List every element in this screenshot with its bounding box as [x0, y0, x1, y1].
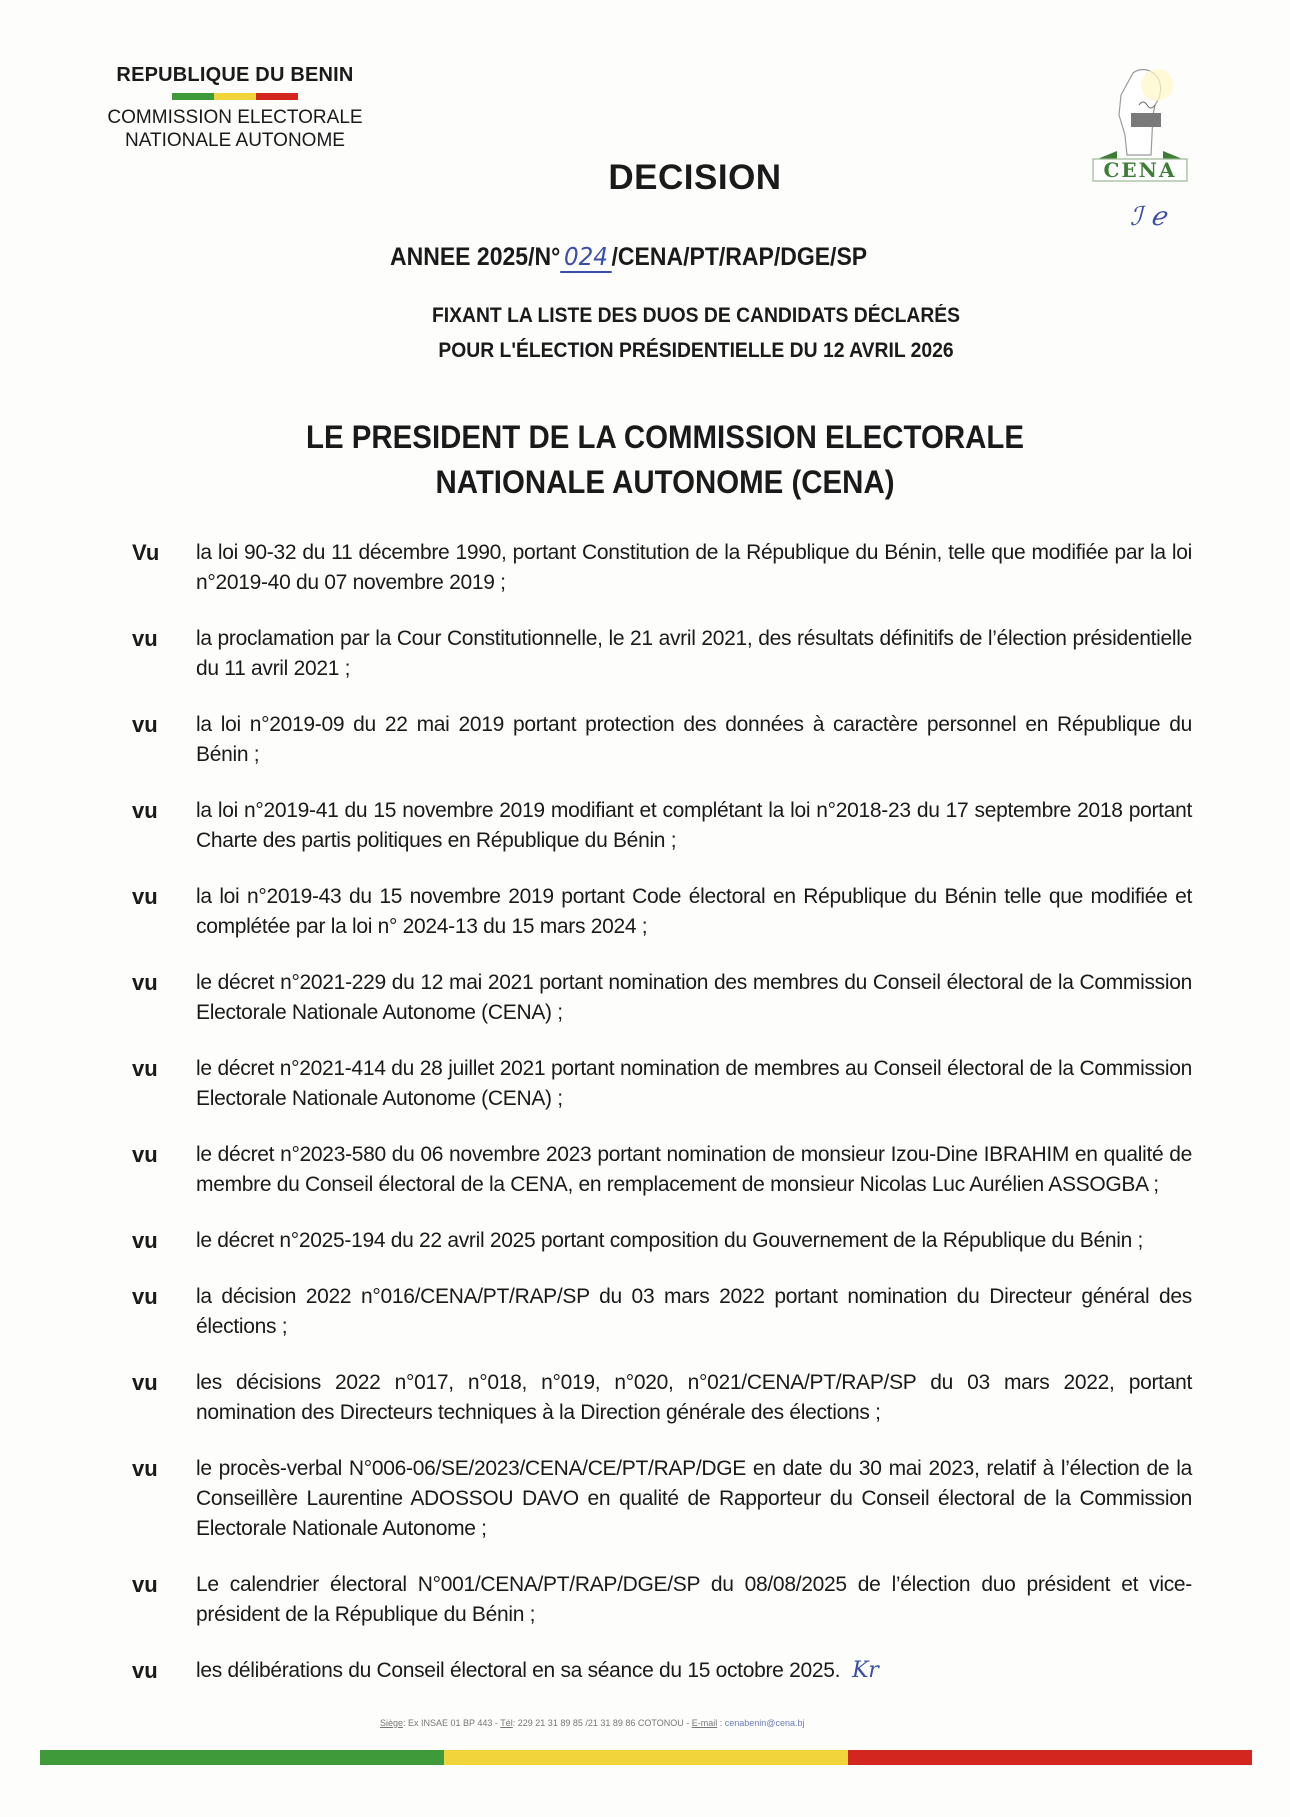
bar-green: [40, 1750, 444, 1765]
visa-text: le procès-verbal N°006-06/SE/2023/CENA/CE/PT/RAP/DGE en date du 30 mai 2023, relatif à l’élection de la Conseillère Laurentine ADOSSOU DAVO en qualité de Rapporteur du Conseil électoral de la Commission Electorale Nationale Autonome ;: [196, 1457, 1192, 1540]
visa-label: vu: [132, 1658, 158, 1683]
visa-item: [132, 796, 1192, 856]
visa-label: vu: [132, 1456, 158, 1481]
reference-number: 024: [560, 242, 611, 273]
visa-text: le décret n°2023-580 du 06 novembre 2023 portant nomination de monsieur Izou-Dine IBRAHIM en qualité de membre du Conseil électoral de la CENA, en remplacement de monsieur Nicolas Luc Aurélien ASSOGBA ;: [196, 1143, 1192, 1196]
subtitle-line-2: POUR L'ÉLECTION PRÉSIDENTIELLE DU 12 AVRIL 2026: [438, 339, 954, 362]
visa-item: [132, 882, 1192, 942]
handwritten-initials: ℐ ℯ: [1130, 202, 1166, 232]
flag-color-bar: [40, 1750, 1252, 1765]
flag-stripe: [60, 93, 410, 100]
visa-label: vu: [132, 884, 158, 909]
reference-suffix: /CENA/PT/RAP/DGE/SP: [611, 243, 868, 271]
decision-reference: [390, 242, 867, 272]
visa-item: [132, 1570, 1192, 1630]
phone-numbers: : 229 21 31 89 85 /21 31 89 86 COTONOU -: [512, 1718, 692, 1728]
visa-text: la proclamation par la Cour Constitutionnelle, le 21 avril 2021, des résultats définitifs de l’élection présidentielle du 11 avril 2021 ;: [196, 627, 1192, 680]
visa-item: [132, 1368, 1192, 1428]
visa-text: la loi n°2019-43 du 15 novembre 2019 portant Code électoral en République du Bénin telle que modifiée et complétée par la loi n° 2024-13 du 15 mars 2024 ;: [196, 885, 1192, 938]
issuing-authority: [53, 415, 1277, 505]
visa-text: la loi n°2019-41 du 15 novembre 2019 modifiant et complétant la loi n°2018-23 du 17 septembre 2018 portant Charte des partis politiques en République du Bénin ;: [196, 799, 1192, 852]
visa-item: [132, 624, 1192, 684]
email-link[interactable]: cenabenin@cena.bj: [724, 1718, 805, 1728]
visa-text: les décisions 2022 n°017, n°018, n°019, n°020, n°021/CENA/PT/RAP/SP du 03 mars 2022, portant nomination des Directeurs techniques à la Direction générale des élections ;: [196, 1371, 1192, 1424]
letterhead: [60, 64, 410, 152]
visa-text: la loi 90-32 du 11 décembre 1990, portant Constitution de la République du Bénin, telle que modifiée par la loi n°2019-40 du 07 novembre 2019 ;: [196, 541, 1192, 594]
authority-line-1: LE PRESIDENT DE LA COMMISSION ELECTORALE: [305, 419, 1025, 455]
signature-initials: Kr: [852, 1658, 879, 1683]
republic-name: REPUBLIQUE DU BENIN: [116, 64, 354, 86]
footer-address: Siège: Ex INSAE 01 BP 443 - Tél: 229 21 31 89 85 /21 31 89 86 COTONOU - E-mail : cenabenin@cena.bj: [380, 1718, 805, 1728]
visa-text: Le calendrier électoral N°001/CENA/PT/RAP/DGE/SP du 08/08/2025 de l’élection duo président et vice-président de la République du Bénin ;: [196, 1573, 1192, 1626]
document-title: DECISION: [608, 158, 782, 197]
visa-item: [132, 1226, 1192, 1256]
visa-label: vu: [132, 1572, 158, 1597]
visa-item: [132, 1656, 1192, 1686]
visa-label: vu: [132, 712, 158, 737]
visa-label: vu: [132, 1370, 158, 1395]
visa-item: [132, 1282, 1192, 1342]
subtitle-line-1: FIXANT LA LISTE DES DUOS DE CANDIDATS DÉCLARÉS: [431, 304, 961, 327]
visa-list: [132, 538, 1192, 1712]
flag-green: [172, 93, 214, 100]
visa-label: vu: [132, 626, 158, 651]
bar-yellow: [444, 1750, 848, 1765]
visa-text: la décision 2022 n°016/CENA/PT/RAP/SP du 03 mars 2022 portant nomination du Directeur général des élections ;: [196, 1285, 1192, 1338]
tel-label: Tél: [500, 1718, 513, 1728]
decision-subtitle: [56, 298, 1290, 368]
visa-text: le décret n°2021-414 du 28 juillet 2021 portant nomination de membres au Conseil électoral de la Commission Electorale Nationale Autonome (CENA) ;: [196, 1057, 1192, 1110]
visa-text: la loi n°2019-09 du 22 mai 2019 portant protection des données à caractère personnel en République du Bénin ;: [196, 713, 1192, 766]
visa-label: vu: [132, 1056, 158, 1081]
logo-text: CENA: [1103, 158, 1177, 182]
visa-text: le décret n°2021-229 du 12 mai 2021 portant nomination des membres du Conseil électoral de la Commission Electorale Nationale Autonome (CENA) ;: [196, 971, 1192, 1024]
visa-text-content: les délibérations du Conseil électoral en sa séance du 15 octobre 2025.: [196, 1659, 841, 1682]
siege-label: Siège: [380, 1718, 404, 1728]
visa-item: [132, 538, 1192, 598]
visa-label: vu: [132, 1142, 158, 1167]
visa-label: Vu: [132, 540, 160, 565]
visa-text: le décret n°2025-194 du 22 avril 2025 portant composition du Gouvernement de la République du Bénin ;: [196, 1229, 1144, 1252]
visa-item: [132, 968, 1192, 1028]
flag-red: [256, 93, 298, 100]
flag-yellow: [214, 93, 256, 100]
visa-label: vu: [132, 970, 158, 995]
address-text: : Ex INSAE 01 BP 443 -: [403, 1718, 501, 1728]
bar-red: [848, 1750, 1252, 1765]
email-label: E-mail: [691, 1718, 718, 1728]
visa-item: [132, 1454, 1192, 1544]
visa-label: vu: [132, 798, 158, 823]
reference-prefix: ANNEE 2025/N°: [390, 243, 561, 271]
visa-item: [132, 1140, 1192, 1200]
organization-line-2: NATIONALE AUTONOME: [125, 130, 345, 151]
visa-item: [132, 1054, 1192, 1114]
visa-label: vu: [132, 1284, 158, 1309]
organization-line-1: COMMISSION ELECTORALE: [107, 107, 363, 128]
visa-label: vu: [132, 1228, 158, 1253]
visa-text: [196, 1656, 1192, 1686]
authority-line-2: NATIONALE AUTONOME (CENA): [435, 464, 895, 500]
visa-item: [132, 710, 1192, 770]
